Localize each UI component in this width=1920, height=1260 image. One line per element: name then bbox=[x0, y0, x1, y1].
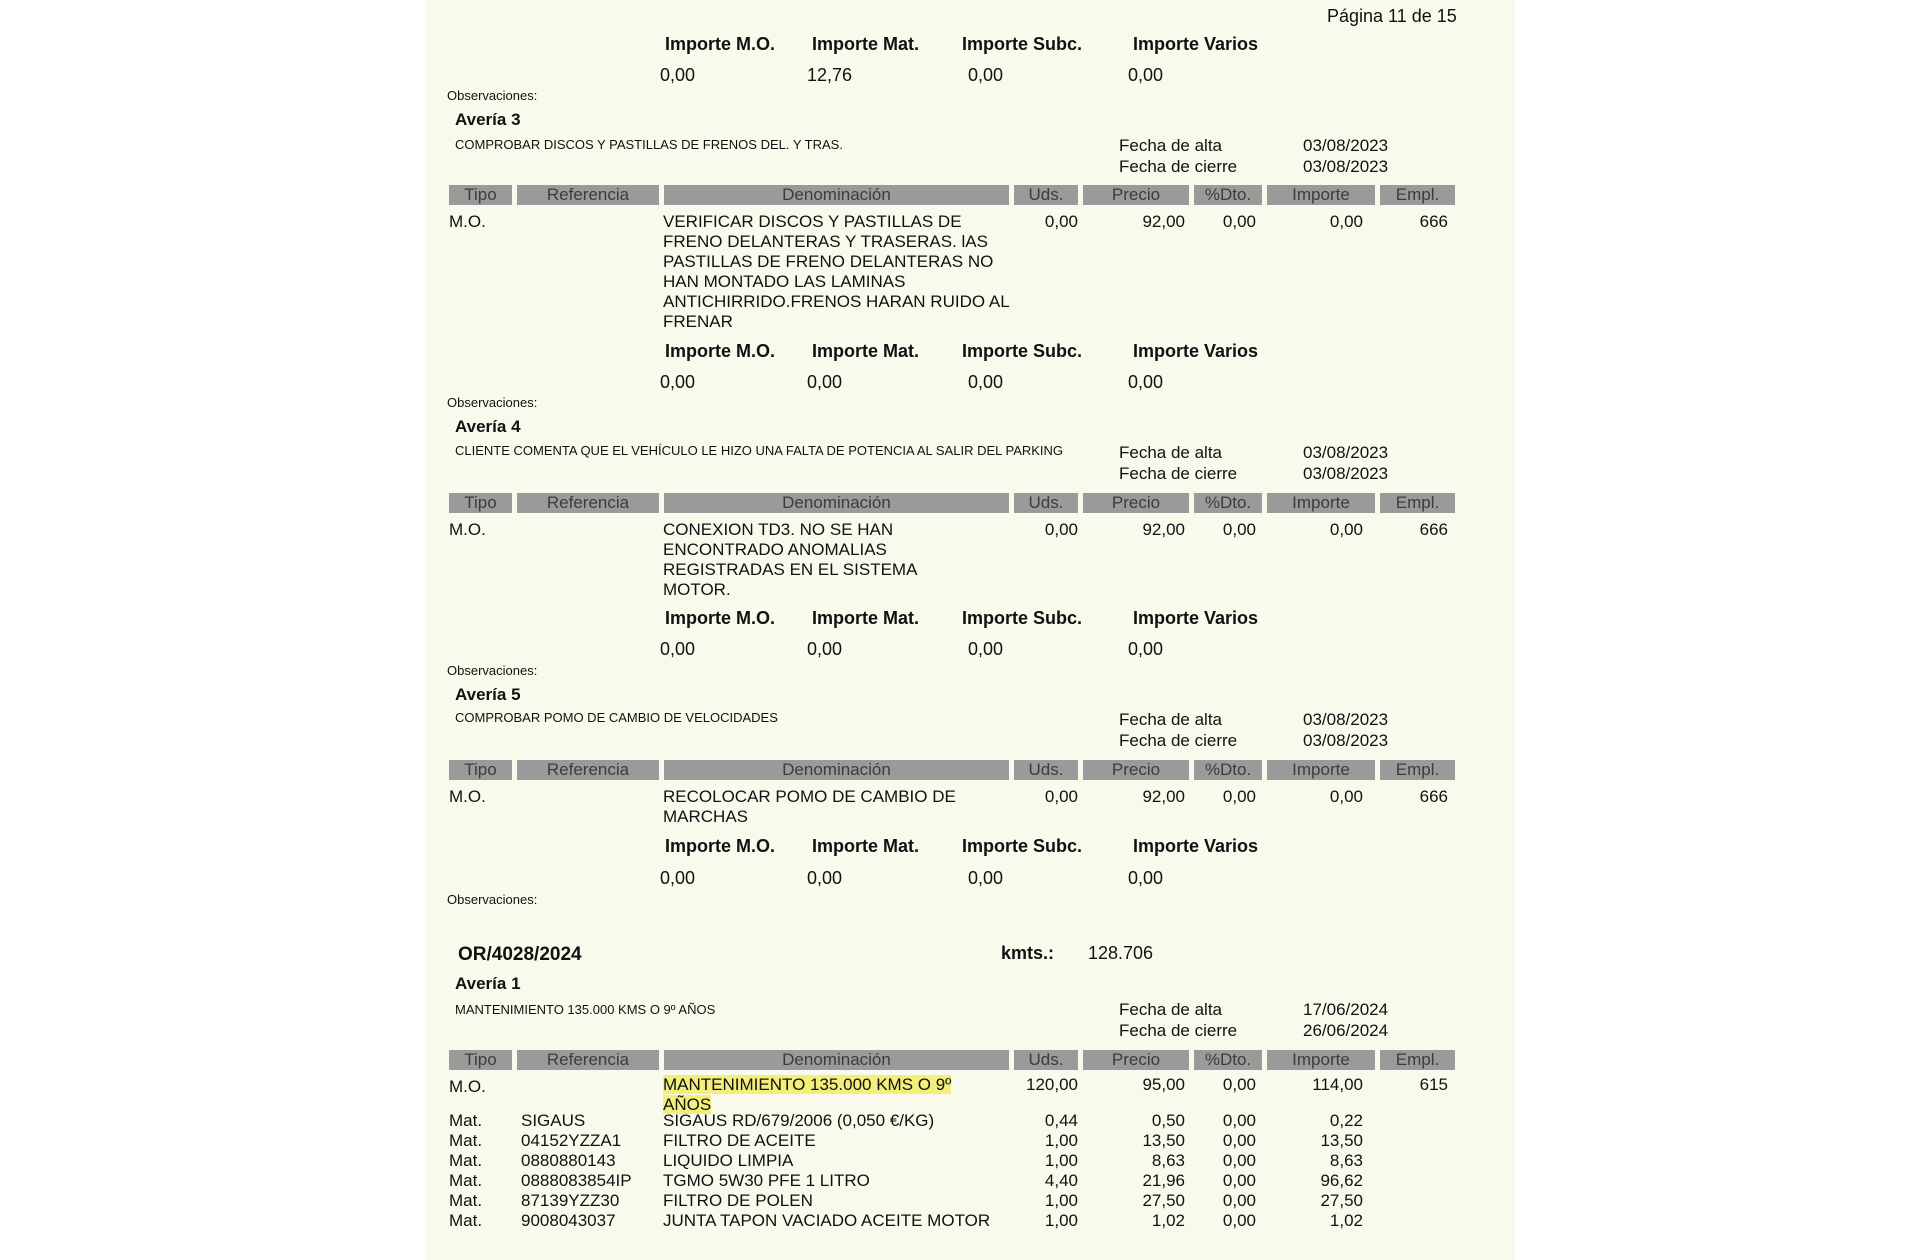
cell-tipo: Mat. bbox=[449, 1131, 483, 1150]
cell-empl: 615 bbox=[1419, 1075, 1448, 1094]
cell-precio: 13,50 bbox=[1142, 1131, 1185, 1150]
cell-denominacion bbox=[663, 1075, 983, 1115]
col-referencia: Referencia bbox=[517, 185, 659, 205]
document-page bbox=[425, 0, 1515, 1260]
fecha-cierre-label: Fecha de cierre bbox=[1119, 157, 1238, 176]
cell-denominacion: FILTRO DE POLEN bbox=[663, 1191, 813, 1210]
col-precio: Precio bbox=[1083, 1050, 1189, 1070]
averia-title: Avería 4 bbox=[455, 417, 521, 436]
observaciones-label: Observaciones: bbox=[447, 395, 538, 410]
col-precio: Precio bbox=[1083, 760, 1189, 780]
col-importe: Importe bbox=[1267, 493, 1375, 513]
averia-title: Avería 5 bbox=[455, 685, 521, 704]
cell-uds: 1,00 bbox=[1044, 1191, 1078, 1210]
summary-mo-label: Importe M.O. bbox=[665, 836, 776, 856]
cell-tipo: Mat. bbox=[449, 1211, 483, 1230]
col-uds: Uds. bbox=[1014, 1050, 1078, 1070]
col-uds: Uds. bbox=[1014, 185, 1078, 205]
col-uds: Uds. bbox=[1014, 493, 1078, 513]
summary-subc-label: Importe Subc. bbox=[962, 341, 1083, 361]
summary-mo-value: 0,00 bbox=[660, 65, 696, 85]
cell-referencia: 0880880143 bbox=[521, 1151, 616, 1170]
col-denominacion: Denominación bbox=[664, 1050, 1009, 1070]
summary-mat-label: Importe Mat. bbox=[812, 341, 920, 361]
cell-dto: 0,00 bbox=[1222, 1191, 1256, 1210]
summary-mat-value: 0,00 bbox=[807, 372, 843, 392]
summary-subc-value: 0,00 bbox=[968, 639, 1004, 659]
col-tipo: Tipo bbox=[449, 1050, 512, 1070]
col-dto: %Dto. bbox=[1194, 760, 1262, 780]
cell-dto: 0,00 bbox=[1222, 1151, 1256, 1170]
summary-subc-label: Importe Subc. bbox=[962, 608, 1083, 628]
fecha-alta-label: Fecha de alta bbox=[1119, 443, 1223, 462]
col-denominacion: Denominación bbox=[664, 760, 1009, 780]
col-dto: %Dto. bbox=[1194, 1050, 1262, 1070]
summary-varios-value: 0,00 bbox=[1128, 372, 1164, 392]
fecha-alta-label: Fecha de alta bbox=[1119, 136, 1223, 155]
col-empl: Empl. bbox=[1380, 185, 1455, 205]
summary-varios-label: Importe Varios bbox=[1133, 341, 1259, 361]
col-empl: Empl. bbox=[1380, 1050, 1455, 1070]
cell-referencia: 0888083854IP bbox=[521, 1171, 632, 1190]
fecha-alta-label: Fecha de alta bbox=[1119, 710, 1223, 729]
cell-precio: 92,00 bbox=[1142, 787, 1185, 806]
col-referencia: Referencia bbox=[517, 760, 659, 780]
fecha-cierre-value: 03/08/2023 bbox=[1303, 157, 1389, 176]
summary-mat-label: Importe Mat. bbox=[812, 836, 920, 856]
fecha-cierre-label: Fecha de cierre bbox=[1119, 731, 1238, 750]
cell-referencia: 9008043037 bbox=[521, 1211, 616, 1230]
col-precio: Precio bbox=[1083, 185, 1189, 205]
col-referencia: Referencia bbox=[517, 493, 659, 513]
page-number: Página 11 de 15 bbox=[1327, 6, 1457, 26]
summary-mo-label: Importe M.O. bbox=[665, 608, 776, 628]
averia-description: COMPROBAR DISCOS Y PASTILLAS DE FRENOS DEL. Y TRAS. bbox=[455, 137, 843, 152]
col-tipo: Tipo bbox=[449, 760, 512, 780]
cell-precio: 27,50 bbox=[1142, 1191, 1185, 1210]
cell-dto: 0,00 bbox=[1222, 1075, 1256, 1094]
cell-uds: 1,00 bbox=[1044, 1151, 1078, 1170]
cell-importe: 0,00 bbox=[1329, 520, 1363, 539]
cell-dto: 0,00 bbox=[1222, 1211, 1256, 1230]
cell-uds: 1,00 bbox=[1044, 1211, 1078, 1230]
summary-subc-value: 0,00 bbox=[968, 868, 1004, 888]
cell-tipo: M.O. bbox=[449, 787, 486, 806]
cell-dto: 0,00 bbox=[1222, 1131, 1256, 1150]
col-denominacion: Denominación bbox=[664, 493, 1009, 513]
cell-empl: 666 bbox=[1419, 787, 1448, 806]
cell-importe: 0,00 bbox=[1329, 787, 1363, 806]
summary-mat-label: Importe Mat. bbox=[812, 34, 920, 54]
summary-mo-value: 0,00 bbox=[660, 372, 696, 392]
fecha-cierre-value: 03/08/2023 bbox=[1303, 464, 1389, 483]
cell-importe: 96,62 bbox=[1320, 1171, 1363, 1190]
fecha-cierre-label: Fecha de cierre bbox=[1119, 464, 1238, 483]
summary-mo-value: 0,00 bbox=[660, 639, 696, 659]
cell-denominacion: VERIFICAR DISCOS Y PASTILLAS DE FRENO DELANTERAS Y TRASERAS. lAS PASTILLAS DE FRENO DELANTERAS NO HAN MONTADO LAS LAMINAS ANTICHIRRIDO.FRENOS HARAN RUIDO AL FRENAR bbox=[663, 212, 1010, 331]
col-tipo: Tipo bbox=[449, 493, 512, 513]
cell-uds: 0,00 bbox=[1044, 212, 1078, 231]
col-precio: Precio bbox=[1083, 493, 1189, 513]
col-importe: Importe bbox=[1267, 1050, 1375, 1070]
observaciones-label: Observaciones: bbox=[447, 88, 538, 103]
cell-importe: 0,00 bbox=[1329, 212, 1363, 231]
fecha-alta-value: 03/08/2023 bbox=[1303, 443, 1389, 462]
kmts-label: kmts.: bbox=[1001, 943, 1055, 963]
cell-precio: 1,02 bbox=[1151, 1211, 1185, 1230]
summary-mo-value: 0,00 bbox=[660, 868, 696, 888]
col-importe: Importe bbox=[1267, 185, 1375, 205]
cell-uds: 120,00 bbox=[1026, 1075, 1078, 1094]
cell-denominacion: TGMO 5W30 PFE 1 LITRO bbox=[663, 1171, 870, 1190]
observaciones-label: Observaciones: bbox=[447, 892, 538, 907]
cell-uds: 0,00 bbox=[1044, 520, 1078, 539]
cell-dto: 0,00 bbox=[1222, 1171, 1256, 1190]
cell-precio: 95,00 bbox=[1142, 1075, 1185, 1094]
col-empl: Empl. bbox=[1380, 760, 1455, 780]
order-number: OR/4028/2024 bbox=[458, 944, 582, 965]
summary-mat-value: 0,00 bbox=[807, 868, 843, 888]
averia-description: MANTENIMIENTO 135.000 KMS O 9º AÑOS bbox=[455, 1002, 716, 1017]
cell-tipo: Mat. bbox=[449, 1151, 483, 1170]
col-tipo: Tipo bbox=[449, 185, 512, 205]
summary-varios-label: Importe Varios bbox=[1133, 608, 1259, 628]
cell-dto: 0,00 bbox=[1222, 1111, 1256, 1130]
cell-precio: 92,00 bbox=[1142, 212, 1185, 231]
fecha-alta-value: 03/08/2023 bbox=[1303, 710, 1389, 729]
kmts-value: 128.706 bbox=[1088, 943, 1154, 963]
cell-uds: 4,40 bbox=[1044, 1171, 1078, 1190]
fecha-alta-value: 17/06/2024 bbox=[1303, 1000, 1389, 1019]
col-uds: Uds. bbox=[1014, 760, 1078, 780]
summary-mat-value: 0,00 bbox=[807, 639, 843, 659]
cell-importe: 114,00 bbox=[1312, 1075, 1363, 1094]
fecha-cierre-value: 03/08/2023 bbox=[1303, 731, 1389, 750]
cell-tipo: M.O. bbox=[449, 1077, 486, 1096]
col-denominacion: Denominación bbox=[664, 185, 1009, 205]
summary-varios-value: 0,00 bbox=[1128, 65, 1164, 85]
cell-referencia: 87139YZZ30 bbox=[521, 1191, 620, 1210]
cell-precio: 8,63 bbox=[1151, 1151, 1185, 1170]
cell-importe: 13,50 bbox=[1320, 1131, 1363, 1150]
averia-description: COMPROBAR POMO DE CAMBIO DE VELOCIDADES bbox=[455, 710, 778, 725]
cell-dto: 0,00 bbox=[1222, 520, 1256, 539]
cell-uds: 0,44 bbox=[1044, 1111, 1078, 1130]
summary-mo-label: Importe M.O. bbox=[665, 341, 776, 361]
fecha-cierre-label: Fecha de cierre bbox=[1119, 1021, 1238, 1040]
cell-referencia: SIGAUS bbox=[521, 1111, 586, 1130]
cell-precio: 21,96 bbox=[1142, 1171, 1185, 1190]
summary-mat-value: 12,76 bbox=[807, 65, 853, 85]
cell-empl: 666 bbox=[1419, 212, 1448, 231]
cell-dto: 0,00 bbox=[1222, 212, 1256, 231]
cell-denominacion: FILTRO DE ACEITE bbox=[663, 1131, 816, 1150]
cell-importe: 27,50 bbox=[1320, 1191, 1363, 1210]
cell-tipo: M.O. bbox=[449, 520, 486, 539]
col-importe: Importe bbox=[1267, 760, 1375, 780]
cell-denominacion: CONEXION TD3. NO SE HAN ENCONTRADO ANOMALIAS REGISTRADAS EN EL SISTEMA MOTOR. bbox=[663, 520, 917, 599]
summary-mat-label: Importe Mat. bbox=[812, 608, 920, 628]
cell-importe: 1,02 bbox=[1329, 1211, 1363, 1230]
fecha-cierre-value: 26/06/2024 bbox=[1303, 1021, 1389, 1040]
cell-uds: 1,00 bbox=[1044, 1131, 1078, 1150]
col-referencia: Referencia bbox=[517, 1050, 659, 1070]
cell-dto: 0,00 bbox=[1222, 787, 1256, 806]
cell-denominacion: LIQUIDO LIMPIA bbox=[663, 1151, 794, 1170]
cell-tipo: M.O. bbox=[449, 212, 486, 231]
cell-denominacion: JUNTA TAPON VACIADO ACEITE MOTOR bbox=[663, 1211, 991, 1230]
summary-varios-value: 0,00 bbox=[1128, 639, 1164, 659]
averia-title: Avería 1 bbox=[455, 974, 521, 993]
averia-title: Avería 3 bbox=[455, 110, 521, 129]
summary-subc-label: Importe Subc. bbox=[962, 34, 1083, 54]
fecha-alta-value: 03/08/2023 bbox=[1303, 136, 1389, 155]
summary-subc-value: 0,00 bbox=[968, 65, 1004, 85]
cell-uds: 0,00 bbox=[1044, 787, 1078, 806]
col-empl: Empl. bbox=[1380, 493, 1455, 513]
fecha-alta-label: Fecha de alta bbox=[1119, 1000, 1223, 1019]
summary-subc-label: Importe Subc. bbox=[962, 836, 1083, 856]
cell-precio: 0,50 bbox=[1151, 1111, 1185, 1130]
averia-description: CLIENTE COMENTA QUE EL VEHÍCULO LE HIZO UNA FALTA DE POTENCIA AL SALIR DEL PARKING bbox=[455, 443, 1064, 458]
col-dto: %Dto. bbox=[1194, 185, 1262, 205]
cell-denominacion: SIGAUS RD/679/2006 (0,050 €/KG) bbox=[663, 1111, 935, 1130]
cell-tipo: Mat. bbox=[449, 1191, 483, 1210]
summary-varios-value: 0,00 bbox=[1128, 868, 1164, 888]
cell-referencia: 04152YZZA1 bbox=[521, 1131, 622, 1150]
cell-denominacion: RECOLOCAR POMO DE CAMBIO DE MARCHAS bbox=[663, 787, 956, 826]
col-dto: %Dto. bbox=[1194, 493, 1262, 513]
cell-tipo: Mat. bbox=[449, 1171, 483, 1190]
highlighted-text: MANTENIMIENTO 135.000 KMS O 9º AÑOS bbox=[663, 1075, 952, 1114]
cell-precio: 92,00 bbox=[1142, 520, 1185, 539]
summary-subc-value: 0,00 bbox=[968, 372, 1004, 392]
summary-mo-label: Importe M.O. bbox=[665, 34, 776, 54]
summary-varios-label: Importe Varios bbox=[1133, 836, 1259, 856]
cell-importe: 0,22 bbox=[1329, 1111, 1363, 1130]
cell-tipo: Mat. bbox=[449, 1111, 483, 1130]
observaciones-label: Observaciones: bbox=[447, 663, 538, 678]
summary-varios-label: Importe Varios bbox=[1133, 34, 1259, 54]
cell-empl: 666 bbox=[1419, 520, 1448, 539]
cell-importe: 8,63 bbox=[1329, 1151, 1363, 1170]
